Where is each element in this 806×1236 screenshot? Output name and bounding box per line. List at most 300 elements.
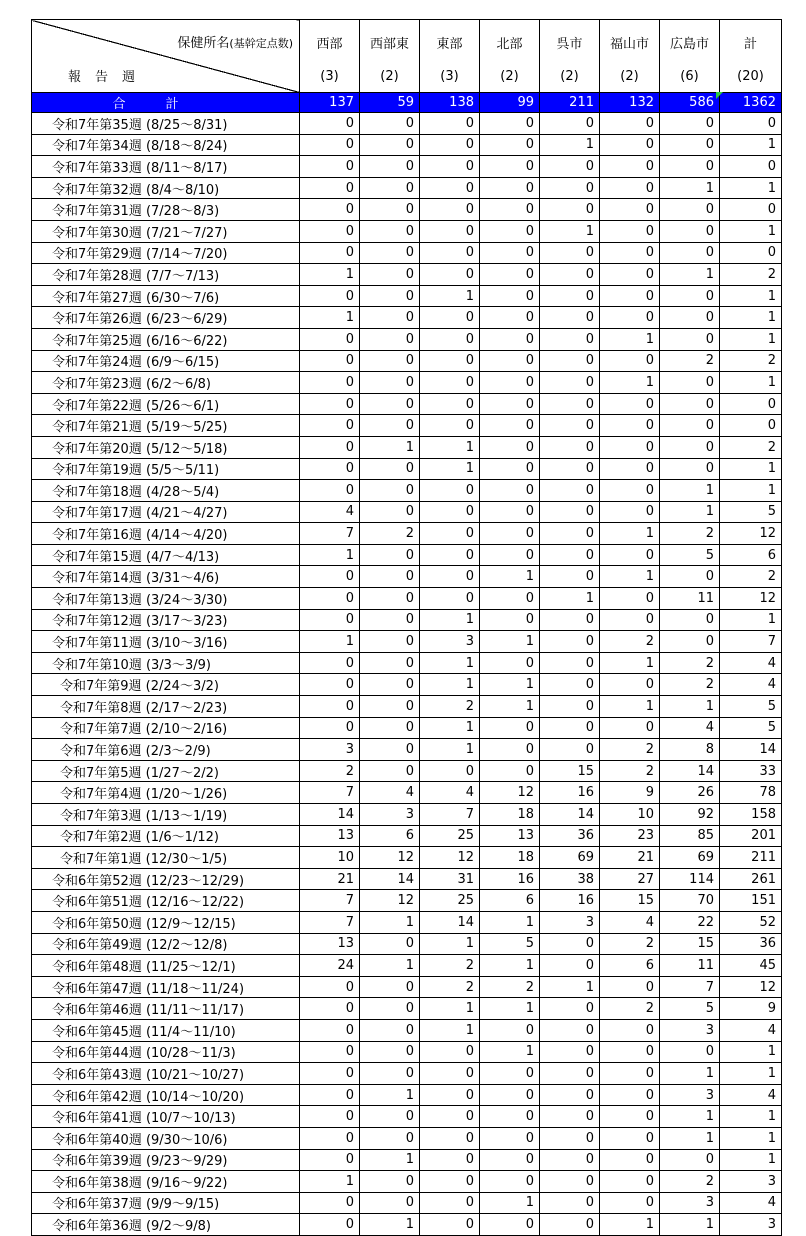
count-cell: 3 xyxy=(300,739,360,761)
count-cell: 0 xyxy=(540,609,600,631)
count-cell: 0 xyxy=(600,220,660,242)
row-total-cell: 5 xyxy=(720,501,782,523)
row-total-cell: 1 xyxy=(720,1106,782,1128)
row-total-cell: 0 xyxy=(720,156,782,178)
count-cell: 1 xyxy=(300,544,360,566)
table-row xyxy=(32,868,782,890)
count-cell: 27 xyxy=(600,868,660,890)
count-cell: 0 xyxy=(660,436,720,458)
count-cell: 1 xyxy=(600,523,660,545)
week-cell: 令和6年第44週 (10/28～11/3) xyxy=(32,1041,300,1063)
week-cell: 令和7年第27週 (6/30～7/6) xyxy=(32,285,300,307)
count-cell: 16 xyxy=(540,890,600,912)
count-cell: 0 xyxy=(300,652,360,674)
count-cell: 0 xyxy=(480,242,540,264)
row-total-cell: 1 xyxy=(720,1149,782,1171)
table-row xyxy=(32,393,782,415)
table-row xyxy=(32,1171,782,1193)
count-cell: 85 xyxy=(660,825,720,847)
count-cell: 0 xyxy=(600,415,660,437)
count-cell: 0 xyxy=(600,717,660,739)
count-cell: 0 xyxy=(300,415,360,437)
count-cell: 0 xyxy=(660,372,720,394)
row-total-cell: 0 xyxy=(720,113,782,135)
count-cell: 0 xyxy=(540,631,600,653)
week-cell: 令和6年第42週 (10/14～10/20) xyxy=(32,1084,300,1106)
week-cell: 令和6年第36週 (9/2～9/8) xyxy=(32,1214,300,1236)
count-cell: 2 xyxy=(660,523,720,545)
count-cell: 0 xyxy=(360,177,420,199)
table-row xyxy=(32,911,782,933)
count-cell: 1 xyxy=(540,976,600,998)
count-cell: 0 xyxy=(600,199,660,221)
count-cell: 0 xyxy=(540,998,600,1020)
count-cell: 0 xyxy=(660,307,720,329)
count-cell: 0 xyxy=(300,1214,360,1236)
count-cell: 5 xyxy=(660,998,720,1020)
count-cell: 12 xyxy=(360,847,420,869)
count-cell: 2 xyxy=(420,976,480,998)
count-cell: 0 xyxy=(300,674,360,696)
count-cell: 1 xyxy=(600,652,660,674)
count-cell: 0 xyxy=(360,372,420,394)
count-cell: 3 xyxy=(420,631,480,653)
count-cell: 0 xyxy=(540,393,600,415)
count-cell: 0 xyxy=(600,307,660,329)
count-cell: 13 xyxy=(300,933,360,955)
count-cell: 0 xyxy=(420,1127,480,1149)
count-cell: 0 xyxy=(300,220,360,242)
row-total-cell: 158 xyxy=(720,804,782,826)
count-cell: 114 xyxy=(660,868,720,890)
count-cell: 0 xyxy=(480,177,540,199)
week-cell: 令和6年第46週 (11/11～11/17) xyxy=(32,998,300,1020)
count-cell: 0 xyxy=(540,328,600,350)
week-cell: 令和7年第3週 (1/13～1/19) xyxy=(32,804,300,826)
week-cell: 令和6年第50週 (12/9～12/15) xyxy=(32,911,300,933)
count-cell: 69 xyxy=(660,847,720,869)
count-cell: 0 xyxy=(540,1063,600,1085)
header-corner-cell xyxy=(32,20,300,93)
count-cell: 0 xyxy=(360,415,420,437)
week-cell: 令和7年第20週 (5/12～5/18) xyxy=(32,436,300,458)
count-cell: 0 xyxy=(420,1041,480,1063)
count-cell: 0 xyxy=(420,501,480,523)
count-cell: 0 xyxy=(540,1041,600,1063)
table-row xyxy=(32,285,782,307)
count-cell: 0 xyxy=(480,480,540,502)
table-row xyxy=(32,1084,782,1106)
count-cell: 1 xyxy=(420,674,480,696)
column-header-seibu-higashi: 西部東 (2) xyxy=(360,20,420,93)
count-cell: 0 xyxy=(360,328,420,350)
row-total-cell: 2 xyxy=(720,350,782,372)
count-cell: 0 xyxy=(480,156,540,178)
count-cell: 0 xyxy=(480,134,540,156)
count-cell: 15 xyxy=(600,890,660,912)
count-cell: 0 xyxy=(480,307,540,329)
count-cell: 0 xyxy=(300,588,360,610)
count-cell: 0 xyxy=(420,199,480,221)
row-total-cell: 45 xyxy=(720,955,782,977)
count-cell: 0 xyxy=(660,156,720,178)
count-cell: 0 xyxy=(540,1127,600,1149)
count-cell: 1 xyxy=(420,998,480,1020)
table-row xyxy=(32,177,782,199)
count-cell: 0 xyxy=(360,609,420,631)
count-cell: 2 xyxy=(420,696,480,718)
count-cell: 0 xyxy=(480,1214,540,1236)
count-cell: 0 xyxy=(540,307,600,329)
count-cell: 10 xyxy=(600,804,660,826)
count-cell: 0 xyxy=(420,1084,480,1106)
count-cell: 0 xyxy=(480,588,540,610)
table-row xyxy=(32,1063,782,1085)
count-cell: 15 xyxy=(540,760,600,782)
table-row xyxy=(32,609,782,631)
count-cell: 0 xyxy=(360,113,420,135)
count-cell: 2 xyxy=(660,350,720,372)
count-cell: 0 xyxy=(540,1192,600,1214)
row-total-cell: 1 xyxy=(720,177,782,199)
count-cell: 0 xyxy=(660,285,720,307)
count-cell: 0 xyxy=(540,566,600,588)
count-cell: 0 xyxy=(540,1149,600,1171)
row-total-cell: 1 xyxy=(720,480,782,502)
count-cell: 0 xyxy=(600,1019,660,1041)
count-cell: 0 xyxy=(540,436,600,458)
count-cell: 0 xyxy=(540,501,600,523)
count-cell: 0 xyxy=(540,285,600,307)
row-total-cell: 1 xyxy=(720,1127,782,1149)
total-cell: 1362 xyxy=(720,93,782,113)
table-row xyxy=(32,825,782,847)
count-cell: 6 xyxy=(600,955,660,977)
office-label: 保健所名(基幹定点数) xyxy=(177,36,293,51)
count-cell: 14 xyxy=(360,868,420,890)
count-cell: 0 xyxy=(480,285,540,307)
count-cell: 0 xyxy=(420,523,480,545)
week-cell: 令和7年第35週 (8/25～8/31) xyxy=(32,113,300,135)
week-cell: 令和6年第39週 (9/23～9/29) xyxy=(32,1149,300,1171)
count-cell: 1 xyxy=(480,674,540,696)
row-total-cell: 4 xyxy=(720,1019,782,1041)
count-cell: 22 xyxy=(660,911,720,933)
table-row xyxy=(32,890,782,912)
row-total-cell: 4 xyxy=(720,1192,782,1214)
count-cell: 0 xyxy=(420,350,480,372)
count-cell: 1 xyxy=(600,696,660,718)
count-cell: 0 xyxy=(360,652,420,674)
week-cell: 令和7年第2週 (1/6～1/12) xyxy=(32,825,300,847)
count-cell: 0 xyxy=(540,1214,600,1236)
count-cell: 0 xyxy=(540,264,600,286)
count-cell: 0 xyxy=(360,264,420,286)
table-row xyxy=(32,134,782,156)
count-cell: 0 xyxy=(660,328,720,350)
row-total-cell: 1 xyxy=(720,285,782,307)
total-cell: 59 xyxy=(360,93,420,113)
count-cell: 3 xyxy=(660,1192,720,1214)
count-cell: 0 xyxy=(420,760,480,782)
count-cell: 0 xyxy=(360,350,420,372)
count-cell: 1 xyxy=(660,480,720,502)
count-cell: 14 xyxy=(300,804,360,826)
count-cell: 0 xyxy=(660,631,720,653)
count-cell: 0 xyxy=(360,976,420,998)
count-cell: 3 xyxy=(540,911,600,933)
count-cell: 0 xyxy=(300,609,360,631)
count-cell: 2 xyxy=(420,955,480,977)
count-cell: 5 xyxy=(660,544,720,566)
count-cell: 0 xyxy=(360,1171,420,1193)
count-cell: 0 xyxy=(300,1084,360,1106)
table-row xyxy=(32,199,782,221)
count-cell: 0 xyxy=(480,264,540,286)
count-cell: 0 xyxy=(600,1106,660,1128)
table-row xyxy=(32,264,782,286)
table-row xyxy=(32,1214,782,1236)
row-total-cell: 33 xyxy=(720,760,782,782)
count-cell: 1 xyxy=(300,307,360,329)
count-cell: 1 xyxy=(360,1214,420,1236)
table-row xyxy=(32,933,782,955)
count-cell: 0 xyxy=(660,220,720,242)
week-cell: 令和7年第12週 (3/17～3/23) xyxy=(32,609,300,631)
count-cell: 0 xyxy=(660,415,720,437)
count-cell: 0 xyxy=(360,760,420,782)
count-cell: 14 xyxy=(540,804,600,826)
count-cell: 0 xyxy=(300,458,360,480)
count-cell: 0 xyxy=(360,1127,420,1149)
count-cell: 2 xyxy=(600,739,660,761)
count-cell: 7 xyxy=(660,976,720,998)
count-cell: 0 xyxy=(360,998,420,1020)
week-cell: 令和7年第6週 (2/3～2/9) xyxy=(32,739,300,761)
week-cell: 令和7年第24週 (6/9～6/15) xyxy=(32,350,300,372)
table-row xyxy=(32,436,782,458)
week-cell: 令和7年第1週 (12/30～1/5) xyxy=(32,847,300,869)
count-cell: 0 xyxy=(600,976,660,998)
week-cell: 令和7年第28週 (7/7～7/13) xyxy=(32,264,300,286)
total-cell: 211 xyxy=(540,93,600,113)
count-cell: 0 xyxy=(300,372,360,394)
column-header-total: 計 (20) xyxy=(720,20,782,93)
row-total-cell: 6 xyxy=(720,544,782,566)
week-cell: 令和6年第45週 (11/4～11/10) xyxy=(32,1019,300,1041)
count-cell: 0 xyxy=(540,372,600,394)
week-cell: 令和6年第40週 (9/30～10/6) xyxy=(32,1127,300,1149)
count-cell: 0 xyxy=(480,113,540,135)
count-cell: 11 xyxy=(660,955,720,977)
count-cell: 15 xyxy=(660,933,720,955)
row-total-cell: 211 xyxy=(720,847,782,869)
week-cell: 令和7年第26週 (6/23～6/29) xyxy=(32,307,300,329)
count-cell: 0 xyxy=(360,717,420,739)
table-row xyxy=(32,696,782,718)
column-header-tobu: 東部 (3) xyxy=(420,20,480,93)
count-cell: 0 xyxy=(300,1192,360,1214)
row-total-cell: 1 xyxy=(720,134,782,156)
week-cell: 令和7年第30週 (7/21～7/27) xyxy=(32,220,300,242)
count-cell: 2 xyxy=(360,523,420,545)
count-cell: 0 xyxy=(480,501,540,523)
count-cell: 0 xyxy=(660,242,720,264)
count-cell: 0 xyxy=(420,134,480,156)
row-total-cell: 1 xyxy=(720,372,782,394)
count-cell: 0 xyxy=(420,1171,480,1193)
count-cell: 0 xyxy=(600,156,660,178)
table-row xyxy=(32,998,782,1020)
count-cell: 2 xyxy=(660,1171,720,1193)
row-total-cell: 1 xyxy=(720,458,782,480)
week-cell: 令和7年第21週 (5/19～5/25) xyxy=(32,415,300,437)
count-cell: 0 xyxy=(360,739,420,761)
total-cell: 137 xyxy=(300,93,360,113)
count-cell: 0 xyxy=(480,458,540,480)
count-cell: 0 xyxy=(420,220,480,242)
count-cell: 0 xyxy=(480,372,540,394)
count-cell: 0 xyxy=(660,1041,720,1063)
count-cell: 1 xyxy=(420,458,480,480)
count-cell: 0 xyxy=(660,134,720,156)
count-cell: 0 xyxy=(600,1149,660,1171)
week-cell: 令和7年第4週 (1/20～1/26) xyxy=(32,782,300,804)
count-cell: 1 xyxy=(660,1106,720,1128)
row-total-cell: 12 xyxy=(720,523,782,545)
count-cell: 0 xyxy=(360,674,420,696)
count-cell: 0 xyxy=(540,955,600,977)
count-cell: 21 xyxy=(600,847,660,869)
count-cell: 1 xyxy=(600,372,660,394)
count-cell: 0 xyxy=(360,696,420,718)
table-row xyxy=(32,717,782,739)
count-cell: 7 xyxy=(300,911,360,933)
count-cell: 0 xyxy=(420,566,480,588)
count-cell: 0 xyxy=(360,307,420,329)
count-cell: 0 xyxy=(360,933,420,955)
count-cell: 1 xyxy=(420,717,480,739)
count-cell: 0 xyxy=(600,501,660,523)
count-cell: 0 xyxy=(480,1127,540,1149)
count-cell: 0 xyxy=(540,544,600,566)
week-cell: 令和7年第19週 (5/5～5/11) xyxy=(32,458,300,480)
count-cell: 0 xyxy=(360,1106,420,1128)
count-cell: 0 xyxy=(540,523,600,545)
count-cell: 1 xyxy=(480,1192,540,1214)
row-total-cell: 3 xyxy=(720,1214,782,1236)
week-cell: 令和6年第51週 (12/16～12/22) xyxy=(32,890,300,912)
count-cell: 0 xyxy=(480,220,540,242)
count-cell: 0 xyxy=(300,1019,360,1041)
row-total-cell: 9 xyxy=(720,998,782,1020)
count-cell: 38 xyxy=(540,868,600,890)
count-cell: 0 xyxy=(480,436,540,458)
week-cell: 令和7年第9週 (2/24～3/2) xyxy=(32,674,300,696)
count-cell: 36 xyxy=(540,825,600,847)
count-cell: 0 xyxy=(420,1106,480,1128)
row-total-cell: 2 xyxy=(720,566,782,588)
count-cell: 1 xyxy=(360,1149,420,1171)
count-cell: 0 xyxy=(540,242,600,264)
table-row xyxy=(32,804,782,826)
count-cell: 1 xyxy=(420,1019,480,1041)
count-cell: 0 xyxy=(300,717,360,739)
count-cell: 0 xyxy=(600,1084,660,1106)
count-cell: 1 xyxy=(300,1171,360,1193)
count-cell: 1 xyxy=(660,1214,720,1236)
count-cell: 0 xyxy=(420,328,480,350)
count-cell: 1 xyxy=(480,911,540,933)
count-cell: 0 xyxy=(300,1149,360,1171)
count-cell: 0 xyxy=(360,588,420,610)
row-total-cell: 36 xyxy=(720,933,782,955)
count-cell: 0 xyxy=(480,393,540,415)
count-cell: 25 xyxy=(420,890,480,912)
count-cell: 0 xyxy=(540,415,600,437)
count-cell: 0 xyxy=(600,436,660,458)
count-cell: 3 xyxy=(660,1084,720,1106)
row-total-cell: 0 xyxy=(720,242,782,264)
count-cell: 0 xyxy=(600,674,660,696)
week-cell: 令和7年第17週 (4/21～4/27) xyxy=(32,501,300,523)
count-cell: 0 xyxy=(300,976,360,998)
column-header-kure: 呉市 (2) xyxy=(540,20,600,93)
total-cell: 99 xyxy=(480,93,540,113)
table-row xyxy=(32,1192,782,1214)
table-row xyxy=(32,544,782,566)
table-row xyxy=(32,1106,782,1128)
count-cell: 0 xyxy=(600,113,660,135)
count-cell: 7 xyxy=(300,890,360,912)
count-cell: 7 xyxy=(300,782,360,804)
count-cell: 3 xyxy=(660,1019,720,1041)
count-cell: 0 xyxy=(300,1106,360,1128)
count-cell: 0 xyxy=(300,480,360,502)
table-row xyxy=(32,588,782,610)
week-cell: 令和7年第23週 (6/2～6/8) xyxy=(32,372,300,394)
count-cell: 0 xyxy=(600,1171,660,1193)
count-cell: 2 xyxy=(600,933,660,955)
count-cell: 0 xyxy=(420,588,480,610)
count-cell: 0 xyxy=(480,544,540,566)
week-cell: 令和7年第31週 (7/28～8/3) xyxy=(32,199,300,221)
count-cell: 0 xyxy=(300,1041,360,1063)
count-cell: 1 xyxy=(660,264,720,286)
count-cell: 0 xyxy=(420,113,480,135)
cell-comment-marker xyxy=(716,92,723,99)
count-cell: 1 xyxy=(360,911,420,933)
count-cell: 0 xyxy=(540,1084,600,1106)
week-cell: 令和7年第7週 (2/10～2/16) xyxy=(32,717,300,739)
count-cell: 0 xyxy=(480,350,540,372)
count-cell: 0 xyxy=(480,1149,540,1171)
count-cell: 0 xyxy=(540,199,600,221)
week-cell: 令和7年第22週 (5/26～6/1) xyxy=(32,393,300,415)
count-cell: 0 xyxy=(480,609,540,631)
count-cell: 0 xyxy=(600,1192,660,1214)
count-cell: 1 xyxy=(480,566,540,588)
count-cell: 7 xyxy=(300,523,360,545)
count-cell: 0 xyxy=(360,480,420,502)
count-cell: 1 xyxy=(420,609,480,631)
count-cell: 16 xyxy=(480,868,540,890)
row-total-cell: 5 xyxy=(720,696,782,718)
count-cell: 0 xyxy=(480,1106,540,1128)
count-cell: 1 xyxy=(480,631,540,653)
row-total-cell: 1 xyxy=(720,609,782,631)
count-cell: 14 xyxy=(420,911,480,933)
